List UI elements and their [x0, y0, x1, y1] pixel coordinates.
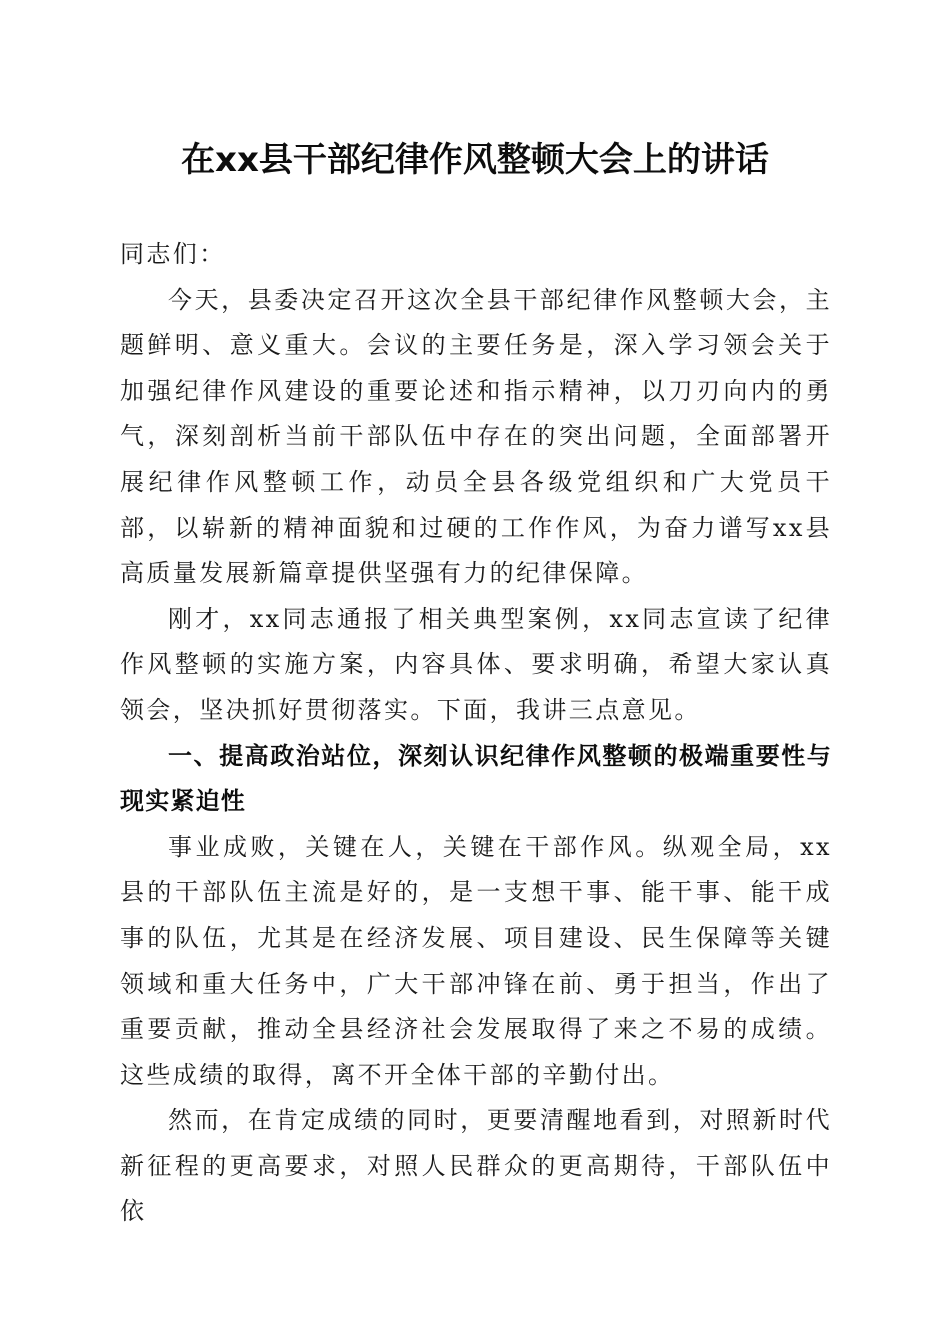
document-title: 在xx县干部纪律作风整顿大会上的讲话 [181, 140, 769, 180]
document-body [120, 232, 832, 1235]
paragraph-intro: 今天，县委决定召开这次全县干部纪律作风整顿大会，主题鲜明、意义重大。会议的主要任务是，深入学习领会关于加强纪律作风建设的重要论述和指示精神，以刀刃向内的勇气，深刻剖析当前干部队伍中存在的突出问题，全面部署开展纪律作风整顿工作，动员全县各级党组织和广大党员干部，以崭新的精神面貌和过硬的工作作风，为奋力谱写xx县高质量发展新篇章提供坚强有力的纪律保障。 [120, 285, 832, 588]
section-heading: 一、提高政治站位，深刻认识纪律作风整顿的极端重要性与现实紧迫性 [120, 741, 832, 816]
paragraph-section-1: 事业成败，关键在人，关键在干部作风。纵观全局，xx县的干部队伍主流是好的，是一支想干事、能干事、能干成事的队伍，尤其是在经济发展、项目建设、民生保障等关键领域和重大任务中，广大干部冲锋在前、勇于担当，作出了重要贡献，推动全县经济社会发展取得了来之不易的成绩。这些成绩的取得，离不开全体干部的辛勤付出。 [120, 832, 832, 1089]
paragraph-section-2: 然而，在肯定成绩的同时，更要清醒地看到，对照新时代新征程的更高要求，对照人民群众的更高期待，干部队伍中依 [120, 1106, 832, 1226]
paragraph-remarks: 刚才，xx同志通报了相关典型案例，xx同志宣读了纪律作风整顿的实施方案，内容具体、要求明确，希望大家认真领会，坚决抓好贯彻落实。下面，我讲三点意见。 [120, 604, 832, 724]
salutation: 同志们： [120, 240, 226, 268]
